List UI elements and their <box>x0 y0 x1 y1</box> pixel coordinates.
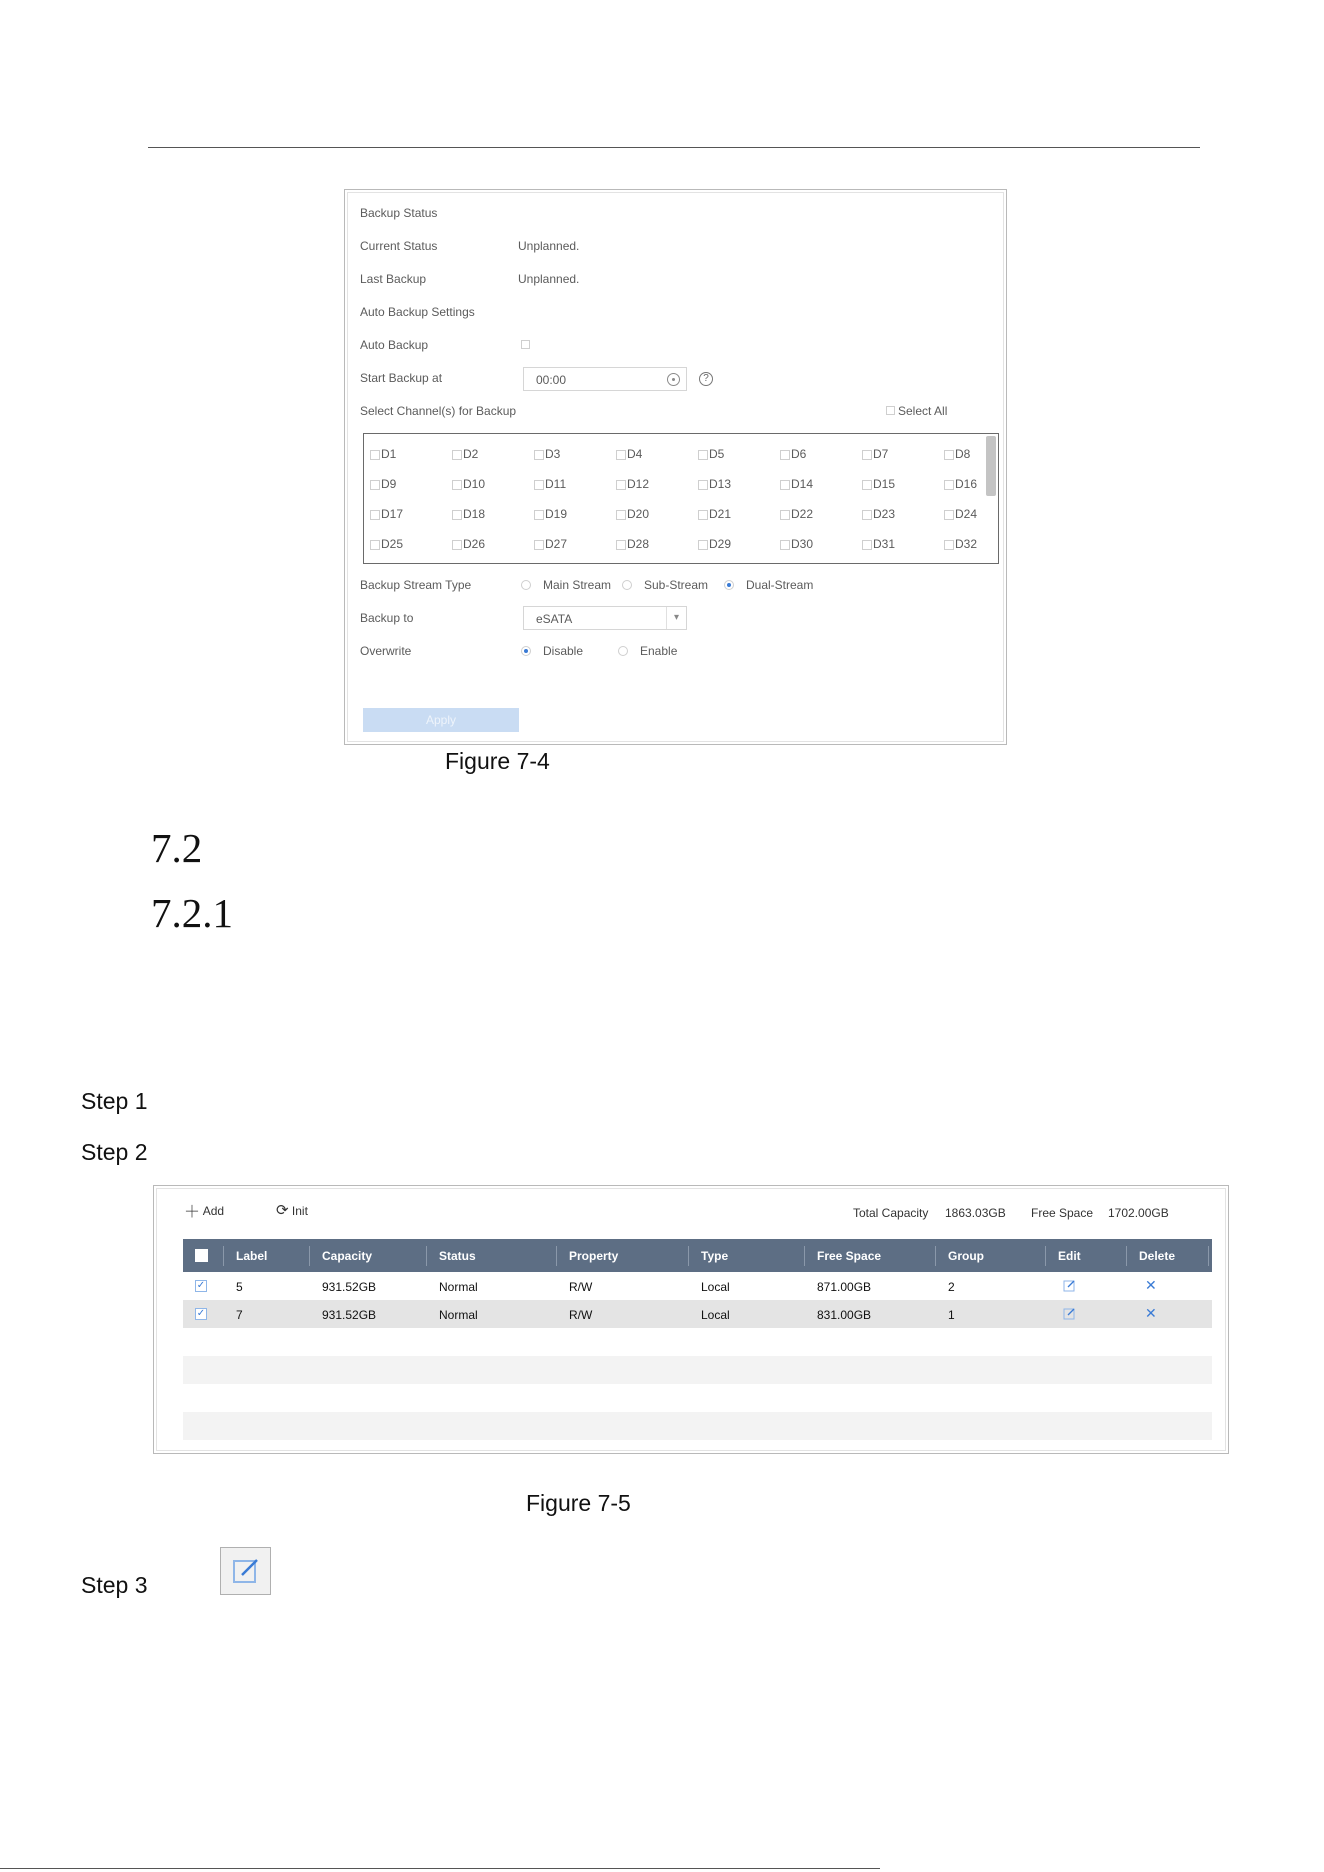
refresh-icon: ⟳ <box>276 1202 289 1219</box>
channel-checkbox[interactable]: D5 <box>698 447 780 477</box>
row-property: R/W <box>569 1280 593 1294</box>
channel-checkbox[interactable]: D1 <box>370 447 452 477</box>
row-capacity: 931.52GB <box>322 1280 377 1294</box>
stream-sub-radio[interactable] <box>622 580 632 590</box>
empty-row <box>183 1356 1212 1384</box>
add-label: Add <box>202 1204 225 1218</box>
delete-icon[interactable]: ✕ <box>1145 1305 1157 1321</box>
row-type: Local <box>701 1280 730 1294</box>
column-label[interactable]: Label <box>236 1249 268 1263</box>
column-type[interactable]: Type <box>701 1249 729 1263</box>
header-rule <box>148 147 1200 148</box>
select-all-label: Select All <box>898 404 948 418</box>
free-space-value: 1702.00GB <box>1108 1206 1169 1220</box>
column-capacity[interactable]: Capacity <box>322 1249 373 1263</box>
channel-checkbox[interactable]: D22 <box>780 507 862 537</box>
column-divider <box>1208 1246 1209 1266</box>
select-channels-label: Select Channel(s) for Backup <box>360 404 517 418</box>
row-capacity: 931.52GB <box>322 1308 377 1322</box>
channel-checkbox[interactable]: D15 <box>862 477 944 507</box>
channel-checkbox[interactable]: D10 <box>452 477 534 507</box>
step-2-label: Step 2 <box>81 1139 148 1165</box>
channel-grid <box>370 447 999 564</box>
row-status: Normal <box>439 1308 478 1322</box>
column-group[interactable]: Group <box>948 1249 984 1263</box>
last-backup-value: Unplanned. <box>518 272 580 286</box>
backup-settings-panel <box>344 189 1007 745</box>
channel-checkbox[interactable]: D9 <box>370 477 452 507</box>
column-divider <box>935 1246 936 1266</box>
channel-checkbox[interactable]: D6 <box>780 447 862 477</box>
free-space-label: Free Space <box>1031 1206 1094 1220</box>
current-status-label: Current Status <box>360 239 438 253</box>
channel-checkbox[interactable]: D13 <box>698 477 780 507</box>
table-row[interactable] <box>183 1272 1212 1300</box>
auto-backup-checkbox[interactable] <box>521 340 530 349</box>
channel-checkbox[interactable]: D8 <box>944 447 999 477</box>
column-delete[interactable]: Delete <box>1139 1249 1176 1263</box>
backup-to-select[interactable] <box>523 606 687 630</box>
overwrite-enable-label: Enable <box>640 644 678 658</box>
section-7-2-1-heading: 7.2.1 <box>151 890 233 936</box>
column-property[interactable]: Property <box>569 1249 619 1263</box>
edit-icon[interactable] <box>1063 1307 1076 1320</box>
row-group: 1 <box>948 1308 955 1322</box>
channel-checkbox[interactable]: D23 <box>862 507 944 537</box>
channel-checkbox[interactable]: D16 <box>944 477 999 507</box>
total-capacity-value: 1863.03GB <box>945 1206 1006 1220</box>
channel-checkbox[interactable]: D30 <box>780 537 862 564</box>
channel-checkbox[interactable]: D31 <box>862 537 944 564</box>
chevron-down-icon[interactable]: ▾ <box>666 607 686 629</box>
init-button[interactable] <box>276 1204 308 1218</box>
select-all-checkbox[interactable] <box>886 406 895 415</box>
backup-settings-inner <box>347 192 1004 742</box>
channel-checkbox[interactable]: D32 <box>944 537 999 564</box>
backup-to-label: Backup to <box>360 611 414 625</box>
backup-to-value: eSATA <box>536 612 573 626</box>
row-group: 2 <box>948 1280 955 1294</box>
overwrite-label: Overwrite <box>360 644 412 658</box>
channel-checkbox[interactable]: D19 <box>534 507 616 537</box>
stream-main-label: Main Stream <box>543 578 612 592</box>
storage-device-panel <box>153 1185 1229 1454</box>
column-edit[interactable]: Edit <box>1058 1249 1081 1263</box>
channel-checkbox[interactable]: D20 <box>616 507 698 537</box>
step-3-label: Step 3 <box>81 1572 148 1598</box>
current-status-value: Unplanned. <box>518 239 580 253</box>
auto-backup-settings-heading: Auto Backup Settings <box>360 305 475 319</box>
channel-checkbox[interactable]: D27 <box>534 537 616 564</box>
column-divider <box>688 1246 689 1266</box>
step-1-label: Step 1 <box>81 1088 148 1114</box>
backup-status-heading: Backup Status <box>360 206 438 220</box>
channel-list <box>363 433 999 564</box>
edit-icon[interactable] <box>1063 1279 1076 1292</box>
row-checkbox[interactable]: ✓ <box>196 1308 206 1319</box>
row-free-space: 871.00GB <box>817 1280 872 1294</box>
column-divider <box>556 1246 557 1266</box>
column-divider <box>223 1246 224 1266</box>
stream-type-label: Backup Stream Type <box>360 578 472 592</box>
table-row[interactable] <box>183 1300 1212 1328</box>
channel-checkbox[interactable]: D2 <box>452 447 534 477</box>
stream-sub-label: Sub-Stream <box>644 578 709 592</box>
channel-checkbox[interactable]: D17 <box>370 507 452 537</box>
row-label: 5 <box>236 1280 243 1294</box>
channel-checkbox[interactable]: D21 <box>698 507 780 537</box>
plus-icon: ＋ <box>184 1204 201 1221</box>
row-type: Local <box>701 1308 730 1322</box>
figure-7-4-caption: Figure 7-4 <box>445 748 550 774</box>
footer-rule <box>0 1868 880 1869</box>
channel-checkbox[interactable]: D25 <box>370 537 452 564</box>
row-label: 7 <box>236 1308 243 1322</box>
start-backup-time-input[interactable] <box>523 367 687 391</box>
row-checkbox[interactable]: ✓ <box>196 1280 206 1291</box>
start-backup-label: Start Backup at <box>360 371 443 385</box>
column-divider <box>1126 1246 1127 1266</box>
column-free-space[interactable]: Free Space <box>817 1249 882 1263</box>
stream-dual-radio[interactable] <box>724 580 734 590</box>
row-status: Normal <box>439 1280 478 1294</box>
channel-checkbox[interactable]: D18 <box>452 507 534 537</box>
channel-checkbox[interactable]: D24 <box>944 507 999 537</box>
column-divider <box>309 1246 310 1266</box>
stream-dual-label: Dual-Stream <box>746 578 814 592</box>
help-icon[interactable]: ? <box>699 372 713 386</box>
row-free-space: 831.00GB <box>817 1308 872 1322</box>
column-divider <box>804 1246 805 1266</box>
channel-checkbox[interactable]: D11 <box>534 477 616 507</box>
channel-checkbox[interactable]: D28 <box>616 537 698 564</box>
init-label: Init <box>291 1204 308 1218</box>
apply-button[interactable]: Apply <box>363 708 519 732</box>
table-header <box>183 1239 1212 1272</box>
channel-checkbox[interactable]: D7 <box>862 447 944 477</box>
start-backup-time-value: 00:00 <box>536 373 567 387</box>
channel-checkbox[interactable]: D26 <box>452 537 534 564</box>
column-divider <box>426 1246 427 1266</box>
overwrite-disable-label: Disable <box>543 644 584 658</box>
empty-row <box>183 1412 1212 1440</box>
channel-checkbox[interactable]: D4 <box>616 447 698 477</box>
column-divider <box>1045 1246 1046 1266</box>
channel-checkbox[interactable]: D14 <box>780 477 862 507</box>
clock-icon[interactable] <box>667 373 680 386</box>
column-status[interactable]: Status <box>439 1249 476 1263</box>
channel-checkbox[interactable]: D29 <box>698 537 780 564</box>
edit-icon <box>220 1547 271 1595</box>
section-7-2-heading: 7.2 <box>151 825 203 871</box>
last-backup-label: Last Backup <box>360 272 427 286</box>
row-property: R/W <box>569 1308 593 1322</box>
figure-7-5-caption: Figure 7-5 <box>526 1490 631 1516</box>
channel-list-scrollbar[interactable] <box>986 436 996 496</box>
overwrite-disable-radio[interactable] <box>521 646 531 656</box>
total-capacity-label: Total Capacity <box>853 1206 929 1220</box>
add-button[interactable] <box>184 1204 224 1220</box>
stream-main-radio[interactable] <box>521 580 531 590</box>
auto-backup-label: Auto Backup <box>360 338 429 352</box>
delete-icon[interactable]: ✕ <box>1145 1277 1157 1293</box>
select-all-rows-checkbox[interactable] <box>195 1249 208 1262</box>
overwrite-enable-radio[interactable] <box>618 646 628 656</box>
storage-device-inner <box>156 1188 1226 1451</box>
channel-checkbox[interactable]: D12 <box>616 477 698 507</box>
channel-checkbox[interactable]: D3 <box>534 447 616 477</box>
